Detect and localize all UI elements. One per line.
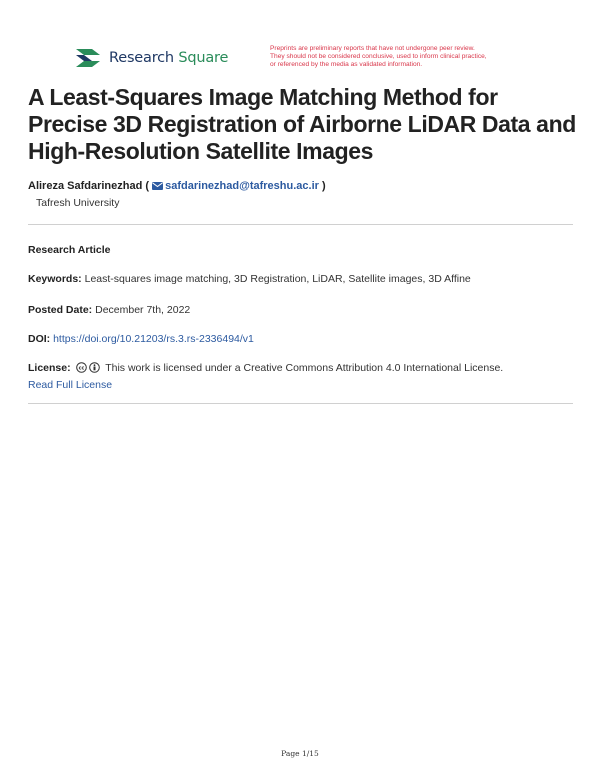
license-label: License:	[28, 362, 71, 374]
paper-title	[28, 84, 576, 165]
page-number: Page 1/15	[281, 749, 319, 758]
divider	[28, 403, 573, 404]
posted-date-value: December 7th, 2022	[95, 304, 191, 316]
author-open-paren: (	[145, 180, 150, 192]
research-square-logo-icon	[74, 47, 102, 69]
read-full-license-link[interactable]: Read Full License	[28, 379, 113, 391]
keywords-label: Keywords:	[28, 273, 82, 285]
logo-text: Research Square	[109, 50, 229, 66]
author-line	[28, 180, 326, 192]
cc-icon	[76, 362, 87, 373]
disclaimer-line: Preprints are preliminary reports that have not undergone peer review.	[270, 45, 475, 52]
doi-label: DOI:	[28, 333, 51, 345]
posted-date-label: Posted Date:	[28, 304, 93, 316]
divider	[28, 224, 573, 225]
author-name: Alireza Safdarinezhad	[28, 180, 143, 192]
article-type: Research Article	[28, 244, 111, 256]
disclaimer-line: They should not be considered conclusive, used to inform clinical practice,	[270, 53, 487, 60]
license-row	[28, 362, 503, 376]
author-affiliation: Tafresh University	[36, 197, 120, 209]
preprint-disclaimer	[270, 45, 560, 69]
by-icon	[89, 362, 100, 373]
disclaimer-line: or referenced by the media as validated information.	[270, 61, 423, 68]
read-license-row	[28, 379, 112, 391]
doi-row	[28, 333, 254, 345]
envelope-icon	[152, 182, 163, 190]
author-close-paren: )	[321, 180, 326, 192]
title-line: A Least-Squares Image Matching Method for	[28, 84, 498, 110]
doi-link[interactable]: https://doi.org/10.21203/rs.3.rs-2336494/v1	[53, 333, 254, 345]
license-icons[interactable]	[76, 362, 101, 376]
license-text: This work is licensed under a Creative Commons Attribution 4.0 International License.	[105, 362, 504, 374]
keywords-row	[28, 273, 471, 285]
svg-text:cc: cc	[78, 366, 84, 372]
title-line: High-Resolution Satellite Images	[28, 138, 374, 164]
posted-date-row	[28, 304, 190, 316]
research-square-logo[interactable]	[74, 47, 228, 69]
author-email-link[interactable]: safdarinezhad@tafreshu.ac.ir	[165, 180, 319, 192]
keywords-value: Least-squares image matching, 3D Registration, LiDAR, Satellite images, 3D Affine	[84, 273, 471, 285]
title-line: Precise 3D Registration of Airborne LiDAR Data and	[28, 111, 576, 137]
